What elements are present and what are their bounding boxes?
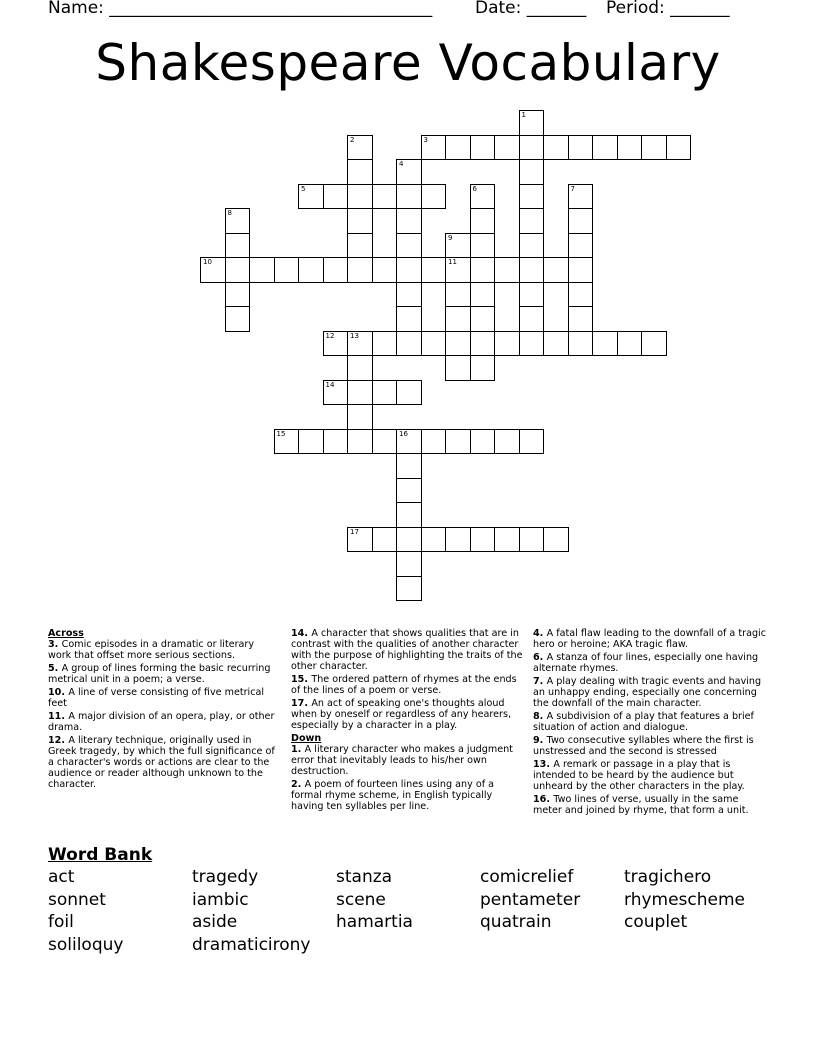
crossword-cell[interactable] — [372, 257, 398, 283]
crossword-cell[interactable] — [372, 184, 398, 210]
crossword-cell[interactable] — [568, 331, 594, 357]
crossword-cell[interactable] — [347, 404, 373, 430]
crossword-cell[interactable] — [298, 257, 324, 283]
across-clue — [291, 628, 525, 672]
header-period-field: Period: _______ — [606, 0, 730, 18]
crossword-cell[interactable] — [396, 159, 422, 185]
crossword-cell[interactable] — [396, 208, 422, 234]
crossword-cell[interactable] — [225, 208, 251, 234]
down-clue — [533, 711, 769, 733]
clues-column-2 — [291, 628, 525, 814]
clue-label: 15. — [291, 674, 312, 685]
crossword-cell[interactable] — [396, 184, 422, 210]
clue-number: 1 — [521, 111, 526, 119]
crossword-cell[interactable] — [470, 184, 496, 210]
header-date-field: Date: _______ — [475, 0, 587, 18]
down-clue — [291, 744, 525, 777]
crossword-cell[interactable] — [543, 135, 569, 161]
crossword-cell[interactable] — [396, 527, 422, 553]
crossword-cell[interactable] — [396, 478, 422, 504]
crossword-cell[interactable] — [568, 282, 594, 308]
clue-number: 17 — [350, 527, 359, 536]
crossword-cell[interactable] — [641, 135, 667, 161]
crossword-cell[interactable] — [323, 257, 349, 283]
crossword-cell[interactable] — [396, 576, 422, 602]
crossword-cell[interactable] — [494, 429, 520, 455]
crossword-cell[interactable] — [396, 306, 422, 332]
clue-text: A literary technique, originally used in Greek tragedy, by which the full significance of a character's words or actions are clear to the audience or reader although unknown to the character. — [48, 735, 275, 790]
crossword-cell[interactable] — [225, 306, 251, 332]
word-bank-item: foil — [48, 912, 74, 932]
crossword-cell[interactable] — [396, 257, 422, 283]
crossword-cell[interactable] — [494, 331, 520, 357]
clue-number: 5 — [301, 184, 306, 193]
header-name-field: Name: ______________________________________ — [48, 0, 433, 18]
crossword-cell[interactable] — [617, 331, 643, 357]
word-bank-item: quatrain — [480, 912, 552, 932]
clue-text: The ordered pattern of rhymes at the ends of the lines of a poem or verse. — [291, 674, 517, 696]
clue-number: 2 — [350, 135, 355, 144]
crossword-cell[interactable] — [298, 429, 324, 455]
crossword-cell[interactable] — [519, 159, 545, 185]
crossword-cell[interactable] — [347, 135, 373, 161]
crossword-cell[interactable] — [347, 233, 373, 259]
crossword-cell[interactable] — [225, 233, 251, 259]
clue-number: 11 — [448, 258, 457, 266]
down-clue — [533, 759, 769, 792]
clue-label: 3. — [48, 639, 62, 650]
crossword-cell[interactable] — [396, 331, 422, 357]
crossword-cell[interactable] — [519, 429, 545, 455]
word-bank-item: tragedy — [192, 867, 259, 887]
clue-text: A stanza of four lines, especially one having alternate rhymes. — [533, 652, 759, 674]
crossword-cell[interactable] — [617, 135, 643, 161]
crossword-cell[interactable] — [519, 135, 545, 161]
word-bank-item: tragichero — [624, 867, 712, 887]
word-bank-item: couplet — [624, 912, 688, 932]
crossword-cell[interactable] — [445, 257, 471, 283]
clue-text: A subdivision of a play that features a brief situation of action and dialogue. — [533, 711, 754, 733]
down-clue — [533, 676, 769, 709]
clue-label: 12. — [48, 735, 69, 746]
crossword-cell[interactable] — [543, 331, 569, 357]
word-bank-item: stanza — [336, 867, 393, 887]
crossword-cell[interactable] — [568, 184, 594, 210]
crossword-cell[interactable] — [568, 135, 594, 161]
crossword-cell[interactable] — [470, 257, 496, 283]
crossword-cell[interactable] — [445, 355, 471, 381]
crossword-cell[interactable] — [568, 306, 594, 332]
crossword-cell[interactable] — [372, 380, 398, 406]
crossword-cell[interactable] — [543, 527, 569, 553]
crossword-cell[interactable] — [470, 208, 496, 234]
crossword-cell[interactable] — [519, 257, 545, 283]
across-clue — [291, 698, 525, 731]
clue-label: 13. — [533, 759, 554, 770]
clue-text: A group of lines forming the basic recurring metrical unit in a poem; a verse. — [48, 663, 271, 685]
clue-text: A literary character who makes a judgment error that inevitably leads to his/her own destruction. — [291, 744, 513, 777]
clue-number: 3 — [423, 135, 428, 144]
crossword-cell[interactable] — [592, 135, 618, 161]
crossword-cell[interactable] — [225, 257, 251, 283]
clue-text: A poem of fourteen lines using any of a formal rhyme scheme, in English typically having ten syllables per line. — [291, 779, 494, 812]
crossword-cell[interactable] — [494, 135, 520, 161]
clue-number: 7 — [570, 184, 575, 193]
crossword-cell[interactable] — [568, 257, 594, 283]
clues-column-1 — [48, 628, 276, 792]
crossword-cell[interactable] — [421, 135, 447, 161]
crossword-cell[interactable] — [298, 184, 324, 210]
clue-text: Comic episodes in a dramatic or literary work that offset more serious sections. — [48, 639, 255, 661]
crossword-cell[interactable] — [445, 282, 471, 308]
clue-label: 4. — [533, 628, 547, 639]
clue-text: Two lines of verse, usually in the same meter and joined by rhyme, that form a unit. — [533, 794, 749, 816]
clue-number: 12 — [325, 331, 335, 340]
clue-label: 10. — [48, 687, 69, 698]
crossword-cell[interactable] — [372, 429, 398, 455]
clue-label: 2. — [291, 779, 305, 790]
clue-text: An act of speaking one's thoughts aloud when by oneself or regardless of any hearers, especially by a character in a play. — [291, 698, 512, 731]
crossword-cell[interactable] — [396, 502, 422, 528]
clue-number: 6 — [472, 184, 477, 193]
crossword-cell[interactable] — [641, 331, 667, 357]
clue-text: A major division of an opera, play, or other drama. — [48, 711, 275, 733]
clues-column-3 — [533, 628, 769, 818]
clue-number: 14 — [325, 380, 335, 389]
crossword-cell[interactable] — [396, 380, 422, 406]
crossword-cell[interactable] — [519, 184, 545, 210]
crossword-cell[interactable] — [568, 208, 594, 234]
word-bank-item: aside — [192, 912, 238, 932]
down-clue — [533, 794, 769, 816]
crossword-cell[interactable] — [445, 306, 471, 332]
down-clue — [533, 735, 769, 757]
crossword-cell[interactable] — [494, 527, 520, 553]
crossword-cell[interactable] — [445, 527, 471, 553]
crossword-cell[interactable] — [323, 331, 349, 357]
crossword-cell[interactable] — [396, 233, 422, 259]
crossword-cell[interactable] — [323, 184, 349, 210]
clue-label: 16. — [533, 794, 554, 805]
crossword-cell[interactable] — [421, 184, 447, 210]
clue-label: 8. — [533, 711, 547, 722]
crossword-cell[interactable] — [470, 282, 496, 308]
crossword-cell[interactable] — [568, 233, 594, 259]
crossword-cell[interactable] — [519, 331, 545, 357]
across-clue — [48, 711, 276, 733]
down-clue — [291, 779, 525, 812]
clue-number: 4 — [399, 160, 404, 168]
clue-number: 16 — [399, 429, 408, 438]
crossword-cell[interactable] — [445, 331, 471, 357]
clue-label: 11. — [48, 711, 69, 722]
crossword-cell[interactable] — [396, 429, 422, 455]
word-bank-item: sonnet — [48, 890, 106, 910]
page-title: Shakespeare Vocabulary — [95, 34, 721, 92]
crossword-cell[interactable] — [519, 282, 545, 308]
crossword-cell[interactable] — [347, 184, 373, 210]
across-clue — [48, 663, 276, 685]
crossword-cell[interactable] — [347, 208, 373, 234]
word-bank-item: dramaticirony — [192, 935, 311, 955]
down-clue — [533, 628, 769, 650]
crossword-cell[interactable] — [396, 453, 422, 479]
word-bank-item: pentameter — [480, 890, 581, 910]
crossword-cell[interactable] — [200, 257, 226, 283]
crossword-cell[interactable] — [666, 135, 692, 161]
crossword-cell[interactable] — [470, 306, 496, 332]
across-clue — [291, 674, 525, 696]
clue-number: 15 — [276, 429, 286, 438]
clue-label: 14. — [291, 628, 312, 639]
clue-number: 8 — [227, 209, 232, 217]
across-clue — [48, 687, 276, 709]
crossword-cell[interactable] — [470, 233, 496, 259]
crossword-cell[interactable] — [274, 257, 300, 283]
clue-text: A play dealing with tragic events and having an unhappy ending, especially one concerning the downfall of the main character. — [533, 676, 762, 709]
crossword-cell[interactable] — [519, 306, 545, 332]
crossword-cell[interactable] — [519, 527, 545, 553]
down-heading: Down — [291, 733, 322, 744]
crossword-cell[interactable] — [519, 110, 545, 136]
crossword-cell[interactable] — [347, 429, 373, 455]
crossword-cell[interactable] — [347, 257, 373, 283]
across-heading: Across — [48, 628, 84, 639]
clue-text: Two consecutive syllables where the first is unstressed and the second is stressed — [533, 735, 754, 757]
crossword-cell[interactable] — [494, 257, 520, 283]
crossword-cell[interactable] — [421, 527, 447, 553]
crossword-cell[interactable] — [445, 233, 471, 259]
word-bank-title: Word Bank — [48, 845, 153, 865]
crossword-cell[interactable] — [445, 429, 471, 455]
crossword-cell[interactable] — [274, 429, 300, 455]
clue-label: 7. — [533, 676, 547, 687]
crossword-cell[interactable] — [421, 429, 447, 455]
crossword-cell[interactable] — [347, 355, 373, 381]
word-bank-item: scene — [336, 890, 386, 910]
word-bank-item: comicrelief — [480, 867, 574, 887]
clue-label: 9. — [533, 735, 547, 746]
crossword-cell[interactable] — [421, 257, 447, 283]
word-bank-item: soliloquy — [48, 935, 124, 955]
across-clue — [48, 735, 276, 790]
crossword-cell[interactable] — [470, 527, 496, 553]
crossword-cell[interactable] — [396, 282, 422, 308]
crossword-cell[interactable] — [249, 257, 275, 283]
across-clue — [48, 639, 276, 661]
word-bank-item: iambic — [192, 890, 249, 910]
clue-text: A character that shows qualities that are in contrast with the qualities of another character with the purpose of highlighting the traits of the other character. — [291, 628, 523, 672]
clue-number: 9 — [448, 233, 453, 242]
crossword-cell[interactable] — [323, 380, 349, 406]
clue-text: A line of verse consisting of five metrical feet — [48, 687, 265, 709]
crossword-cell[interactable] — [347, 331, 373, 357]
crossword-cell[interactable] — [519, 208, 545, 234]
crossword-cell[interactable] — [225, 282, 251, 308]
clue-number: 13 — [350, 331, 359, 340]
crossword-cell[interactable] — [372, 331, 398, 357]
clue-label: 6. — [533, 652, 547, 663]
crossword-cell[interactable] — [470, 355, 496, 381]
crossword-cell[interactable] — [470, 429, 496, 455]
clue-label: 17. — [291, 698, 312, 709]
crossword-cell[interactable] — [421, 331, 447, 357]
clue-label: 5. — [48, 663, 62, 674]
crossword-cell[interactable] — [347, 527, 373, 553]
clue-label: 1. — [291, 744, 305, 755]
crossword-cell[interactable] — [347, 380, 373, 406]
crossword-cell[interactable] — [323, 429, 349, 455]
crossword-cell[interactable] — [396, 551, 422, 577]
crossword-cell[interactable] — [470, 135, 496, 161]
crossword-cell[interactable] — [543, 257, 569, 283]
crossword-cell[interactable] — [445, 135, 471, 161]
crossword-cell[interactable] — [347, 159, 373, 185]
clue-text: A fatal flaw leading to the downfall of a tragic hero or heroine; AKA tragic flaw. — [533, 628, 766, 650]
clue-text: A remark or passage in a play that is intended to be heard by the audience but unheard by the other characters in the play. — [533, 759, 745, 792]
crossword-cell[interactable] — [470, 331, 496, 357]
word-bank-item: rhymescheme — [624, 890, 746, 910]
clue-number: 10 — [203, 258, 212, 266]
down-clue — [533, 652, 769, 674]
word-bank-item: act — [48, 867, 75, 887]
word-bank-item: hamartia — [336, 912, 413, 932]
crossword-cell[interactable] — [592, 331, 618, 357]
crossword-cell[interactable] — [519, 233, 545, 259]
crossword-cell[interactable] — [372, 527, 398, 553]
